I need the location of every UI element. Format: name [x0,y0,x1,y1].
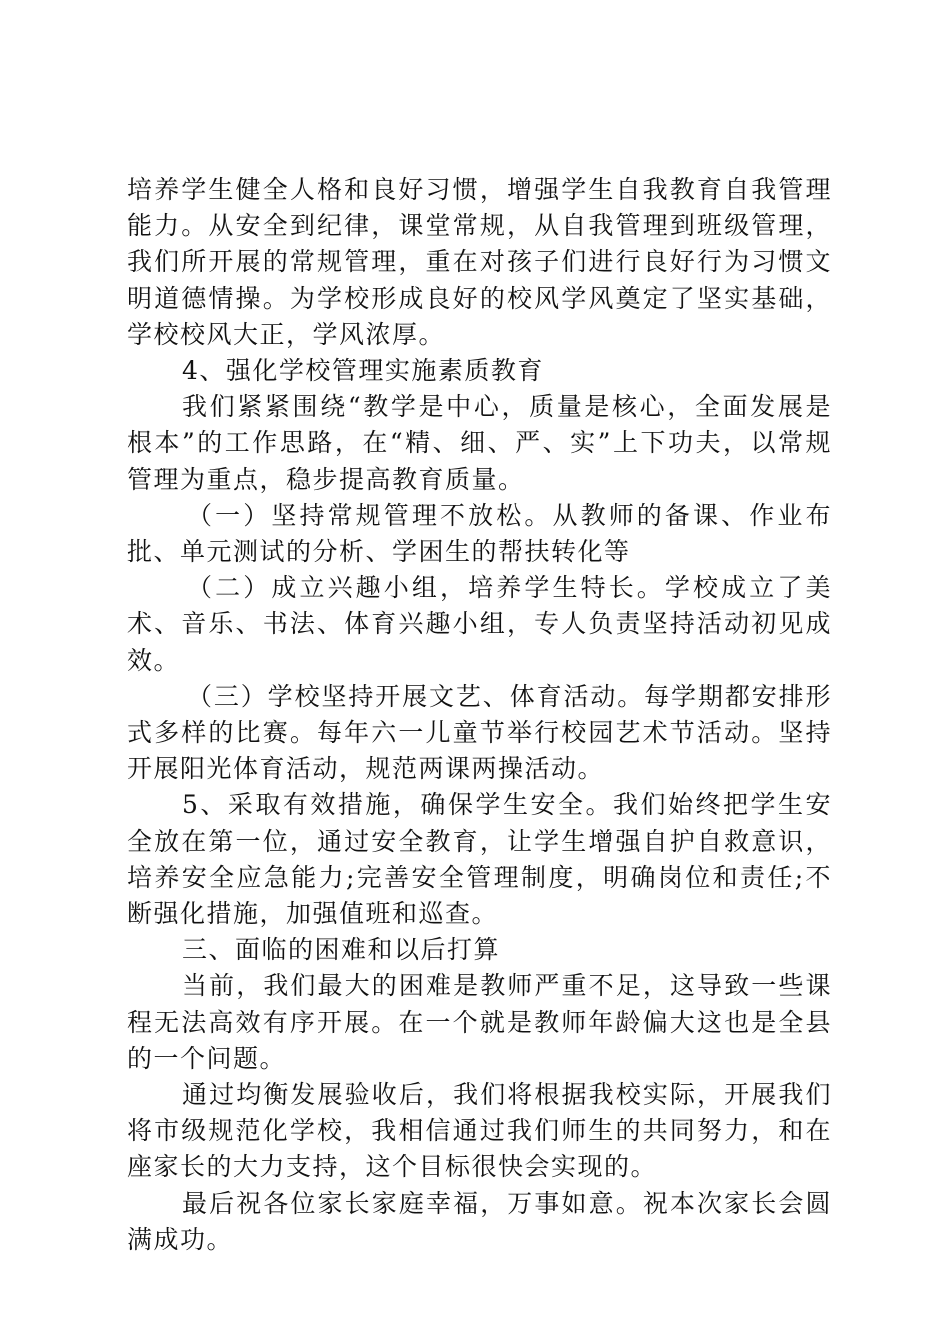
heading-school-management: 4、强化学校管理实施素质教育 [182,356,544,386]
paragraph-teaching-center: 我们紧紧围绕“教学是中心，质量是核心，全面发展是根本”的工作思路，在“精、细、严、实”上下功夫，以常规管理为重点，稳步提高教育质量。 [127,392,832,494]
paragraph-teacher-shortage: 当前，我们最大的困难是教师严重不足，这导致一些课程无法高效有序开展。在一个就是教师年龄偏大这也是全县的一个问题。 [127,971,832,1073]
paragraph-routine-management: （一）坚持常规管理不放松。从教师的备课、作业布批、单元测试的分析、学困生的帮扶转化等 [127,500,832,567]
paragraph-closing-wishes: 最后祝各位家长家庭幸福，万事如意。祝本次家长会圆满成功。 [127,1188,832,1254]
paragraph-future-goal: 通过均衡发展验收后，我们将根据我校实际，开展我们将市级规范化学校，我相信通过我们师生的共同努力，和在座家长的大力支持，这个目标很快会实现的。 [127,1080,832,1182]
paragraph-student-safety: 5、采取有效措施，确保学生安全。我们始终把学生安全放在第一位，通过安全教育，让学生增强自护自救意识，培养安全应急能力;完善安全管理制度，明确岗位和责任;不断强化措施，加强值班和巡查。 [127,790,832,929]
paragraph-interest-groups: （二）成立兴趣小组，培养学生特长。学校成立了美术、音乐、书法、体育兴趣小组，专人负责坚持活动初见成效。 [127,573,832,675]
document-body [127,172,832,1258]
paragraph-arts-sports: （三）学校坚持开展文艺、体育活动。每学期都安排形式多样的比赛。每年六一儿童节举行校园艺术节活动。坚持开展阳光体育活动，规范两课两操活动。 [127,681,832,784]
paragraph-character-habits: 培养学生健全人格和良好习惯，增强学生自我教育自我管理能力。从安全到纪律，课堂常规，从自我管理到班级管理，我们所开展的常规管理，重在对孩子们进行良好行为习惯文明道德情操。为学校形成良好的校风学风奠定了坚实基础，学校校风大正，学风浓厚。 [127,175,832,349]
heading-difficulties-plans: 三、面临的困难和以后打算 [182,935,501,965]
